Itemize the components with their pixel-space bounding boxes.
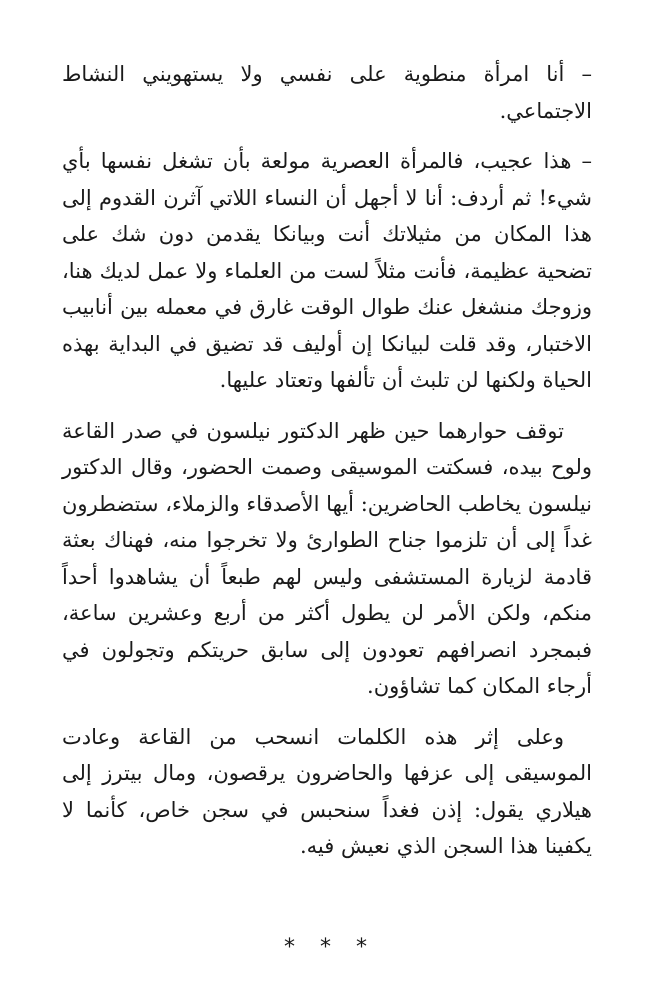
asterisk-icon: * — [320, 935, 331, 960]
paragraph-gap — [62, 129, 592, 143]
paragraph-3: توقف حوارهما حين ظهر الدكتور نيلسون في صدر القاعة ولوح بيده، فسكتت الموسيقى وصمت الحضور، وقال الدكتور نيلسون يخاطب الحاضرين: أيها الأصدقاء والزملاء، ستضطرون غداً إلى أن تلزموا جناح الطوارئ ولا تخرجوا منه، فهناك بعثة قادمة لزيارة المستشفى وليس لهم طبعاً أن يشاهدوا أحداً منكم، ولكن الأمر لن يطول أكثر من أربع وعشرين ساعة، فبمجرد انصرافهم تعودون إلى سابق حريتكم وتجولون في أرجاء المكان كما تشاؤون. — [62, 418, 592, 698]
page-body — [62, 56, 592, 865]
paragraph-1: – أنا امرأة منطوية على نفسي ولا يستهويني النشاط الاجتماعي. — [62, 62, 592, 123]
asterisk-icon: * — [356, 935, 367, 960]
paragraph-2: – هذا عجيب، فالمرأة العصرية مولعة بأن تشغل نفسها بأي شيء! ثم أردف: أنا لا أجهل أن النساء اللاتي آثرن القدوم إلى هذا المكان من مثيلاتك أنت وبيانكا يقدمن دون شك على تضحية عظيمة، فأنت مثلاً لست من العلماء ولا عمل لديك هنا، وزوجك منشغل عنك طوال الوقت غارق في معمله بين أنابيب الاختبار، وقد قلت لبيانكا إن أوليف قد تضيق في البداية بهذه الحياة ولكنها لن تلبث أن تألفها وتعتاد عليها. — [62, 149, 592, 392]
paragraph-4: وعلى إثر هذه الكلمات انسحب من القاعة وعادت الموسيقى إلى عزفها والحاضرون يرقصون، ومال بيترز إلى هيلاري يقول: إذن فغداً سنحبس في سجن خاص، كأنما لا يكفينا هذا السجن الذي نعيش فيه. — [62, 724, 592, 858]
section-divider — [0, 935, 651, 960]
paragraph-gap — [62, 705, 592, 719]
paragraph-gap — [62, 399, 592, 413]
asterisk-icon: * — [284, 935, 295, 960]
